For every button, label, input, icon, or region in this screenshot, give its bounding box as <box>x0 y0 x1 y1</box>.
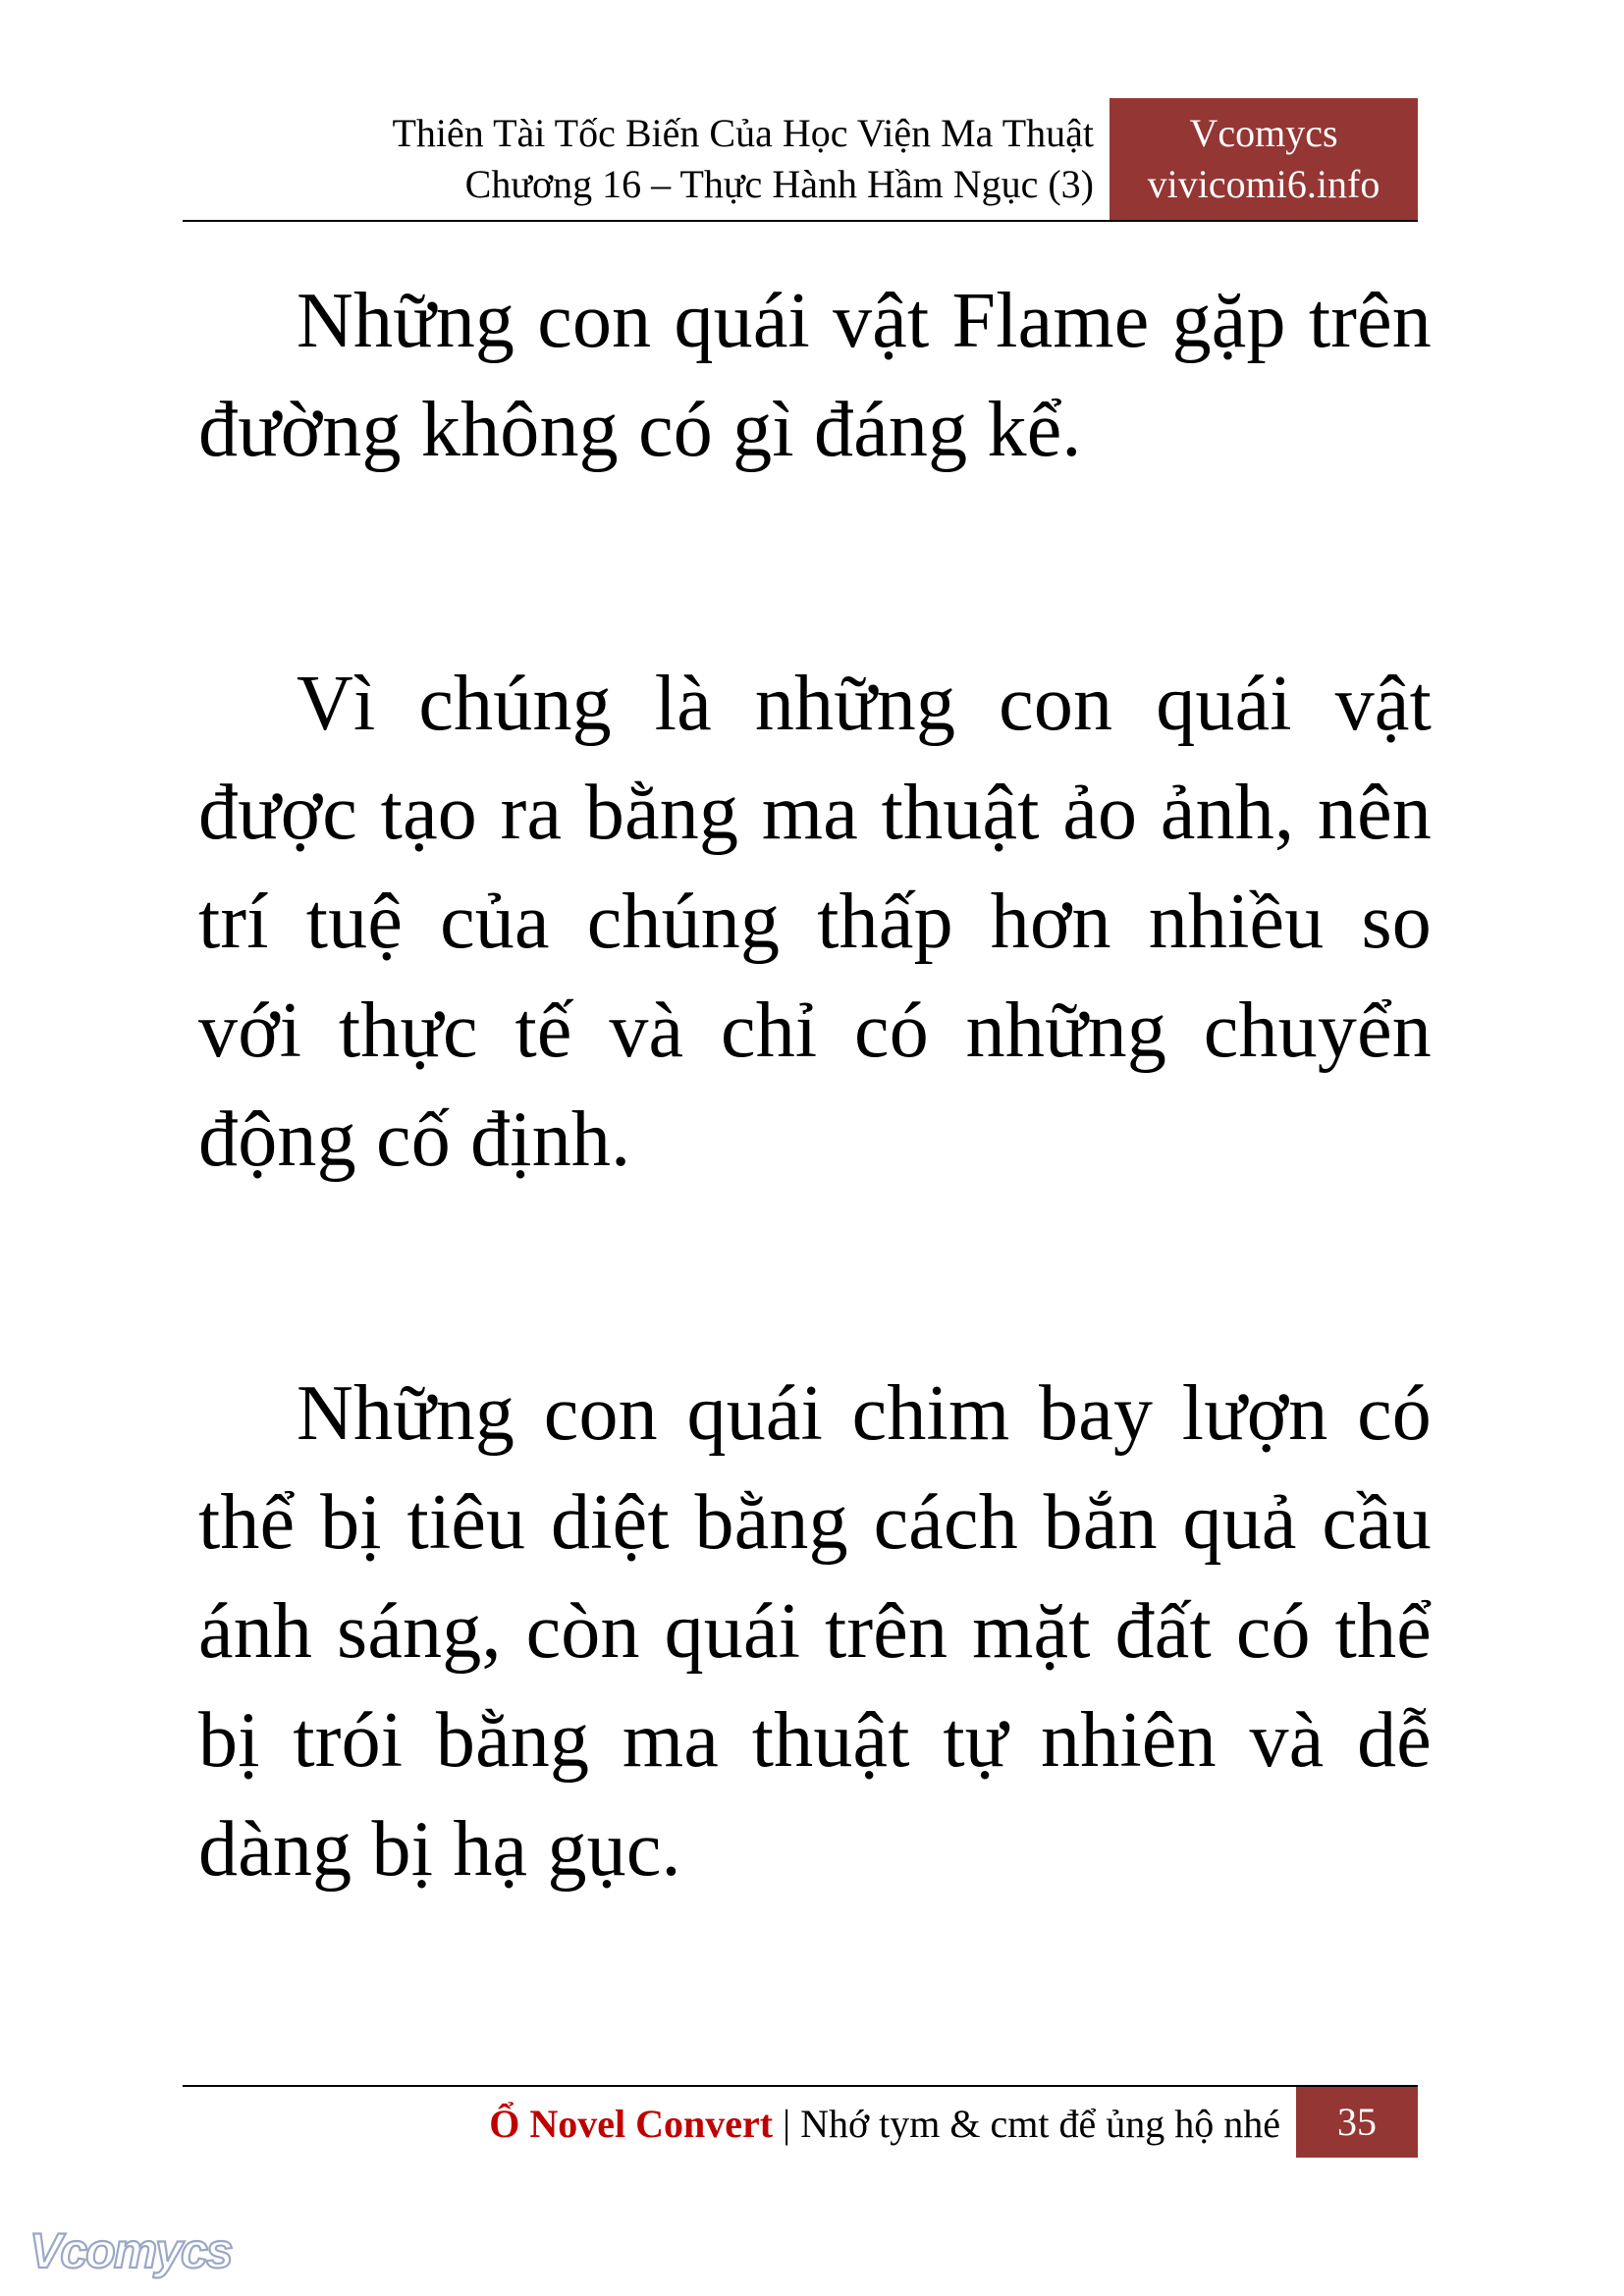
vcomycs-logo-svg <box>29 2218 250 2287</box>
page-content <box>198 267 1432 1904</box>
chapter-title: Chương 16 – Thực Hành Hầm Ngục (3) <box>464 162 1094 206</box>
footer-text <box>183 2093 1280 2162</box>
header-divider <box>183 220 1418 222</box>
footer-brand: Ổ Novel Convert <box>489 2102 774 2146</box>
paragraph: Những con quái vật Flame gặp trên đường không có gì đáng kể. <box>198 278 1432 473</box>
book-title: Thiên Tài Tốc Biến Của Học Viện Ma Thuật <box>392 111 1094 155</box>
vcomycs-logo-icon <box>29 2218 250 2287</box>
footer-divider <box>183 2085 1418 2087</box>
page-number: 35 <box>1296 2087 1418 2158</box>
paragraph: Những con quái chim bay lượn có thể bị tiêu diệt bằng cách bắn quả cầu ánh sáng, còn quái trên mặt đất có thể bị trói bằng ma thuật tự nhiên và dễ dàng bị hạ gục. <box>198 1370 1432 1893</box>
header-brand-box <box>1110 98 1418 220</box>
header-titles <box>183 98 1094 220</box>
footer-separator: | <box>783 2102 791 2146</box>
page-header <box>183 98 1418 220</box>
watermark-text: Vcomycs <box>29 2223 232 2278</box>
footer-message: Nhớ tym & cmt để ủng hộ nhé <box>800 2102 1280 2146</box>
brand-name: Vcomycs <box>1189 111 1338 155</box>
brand-site: vivicomi6.info <box>1147 162 1380 206</box>
paragraph: Vì chúng là những con quái vật được tạo ra bằng ma thuật ảo ảnh, nên trí tuệ của chúng thấp hơn nhiều so với thực tế và chỉ có những chuyển động cố định. <box>198 661 1432 1183</box>
